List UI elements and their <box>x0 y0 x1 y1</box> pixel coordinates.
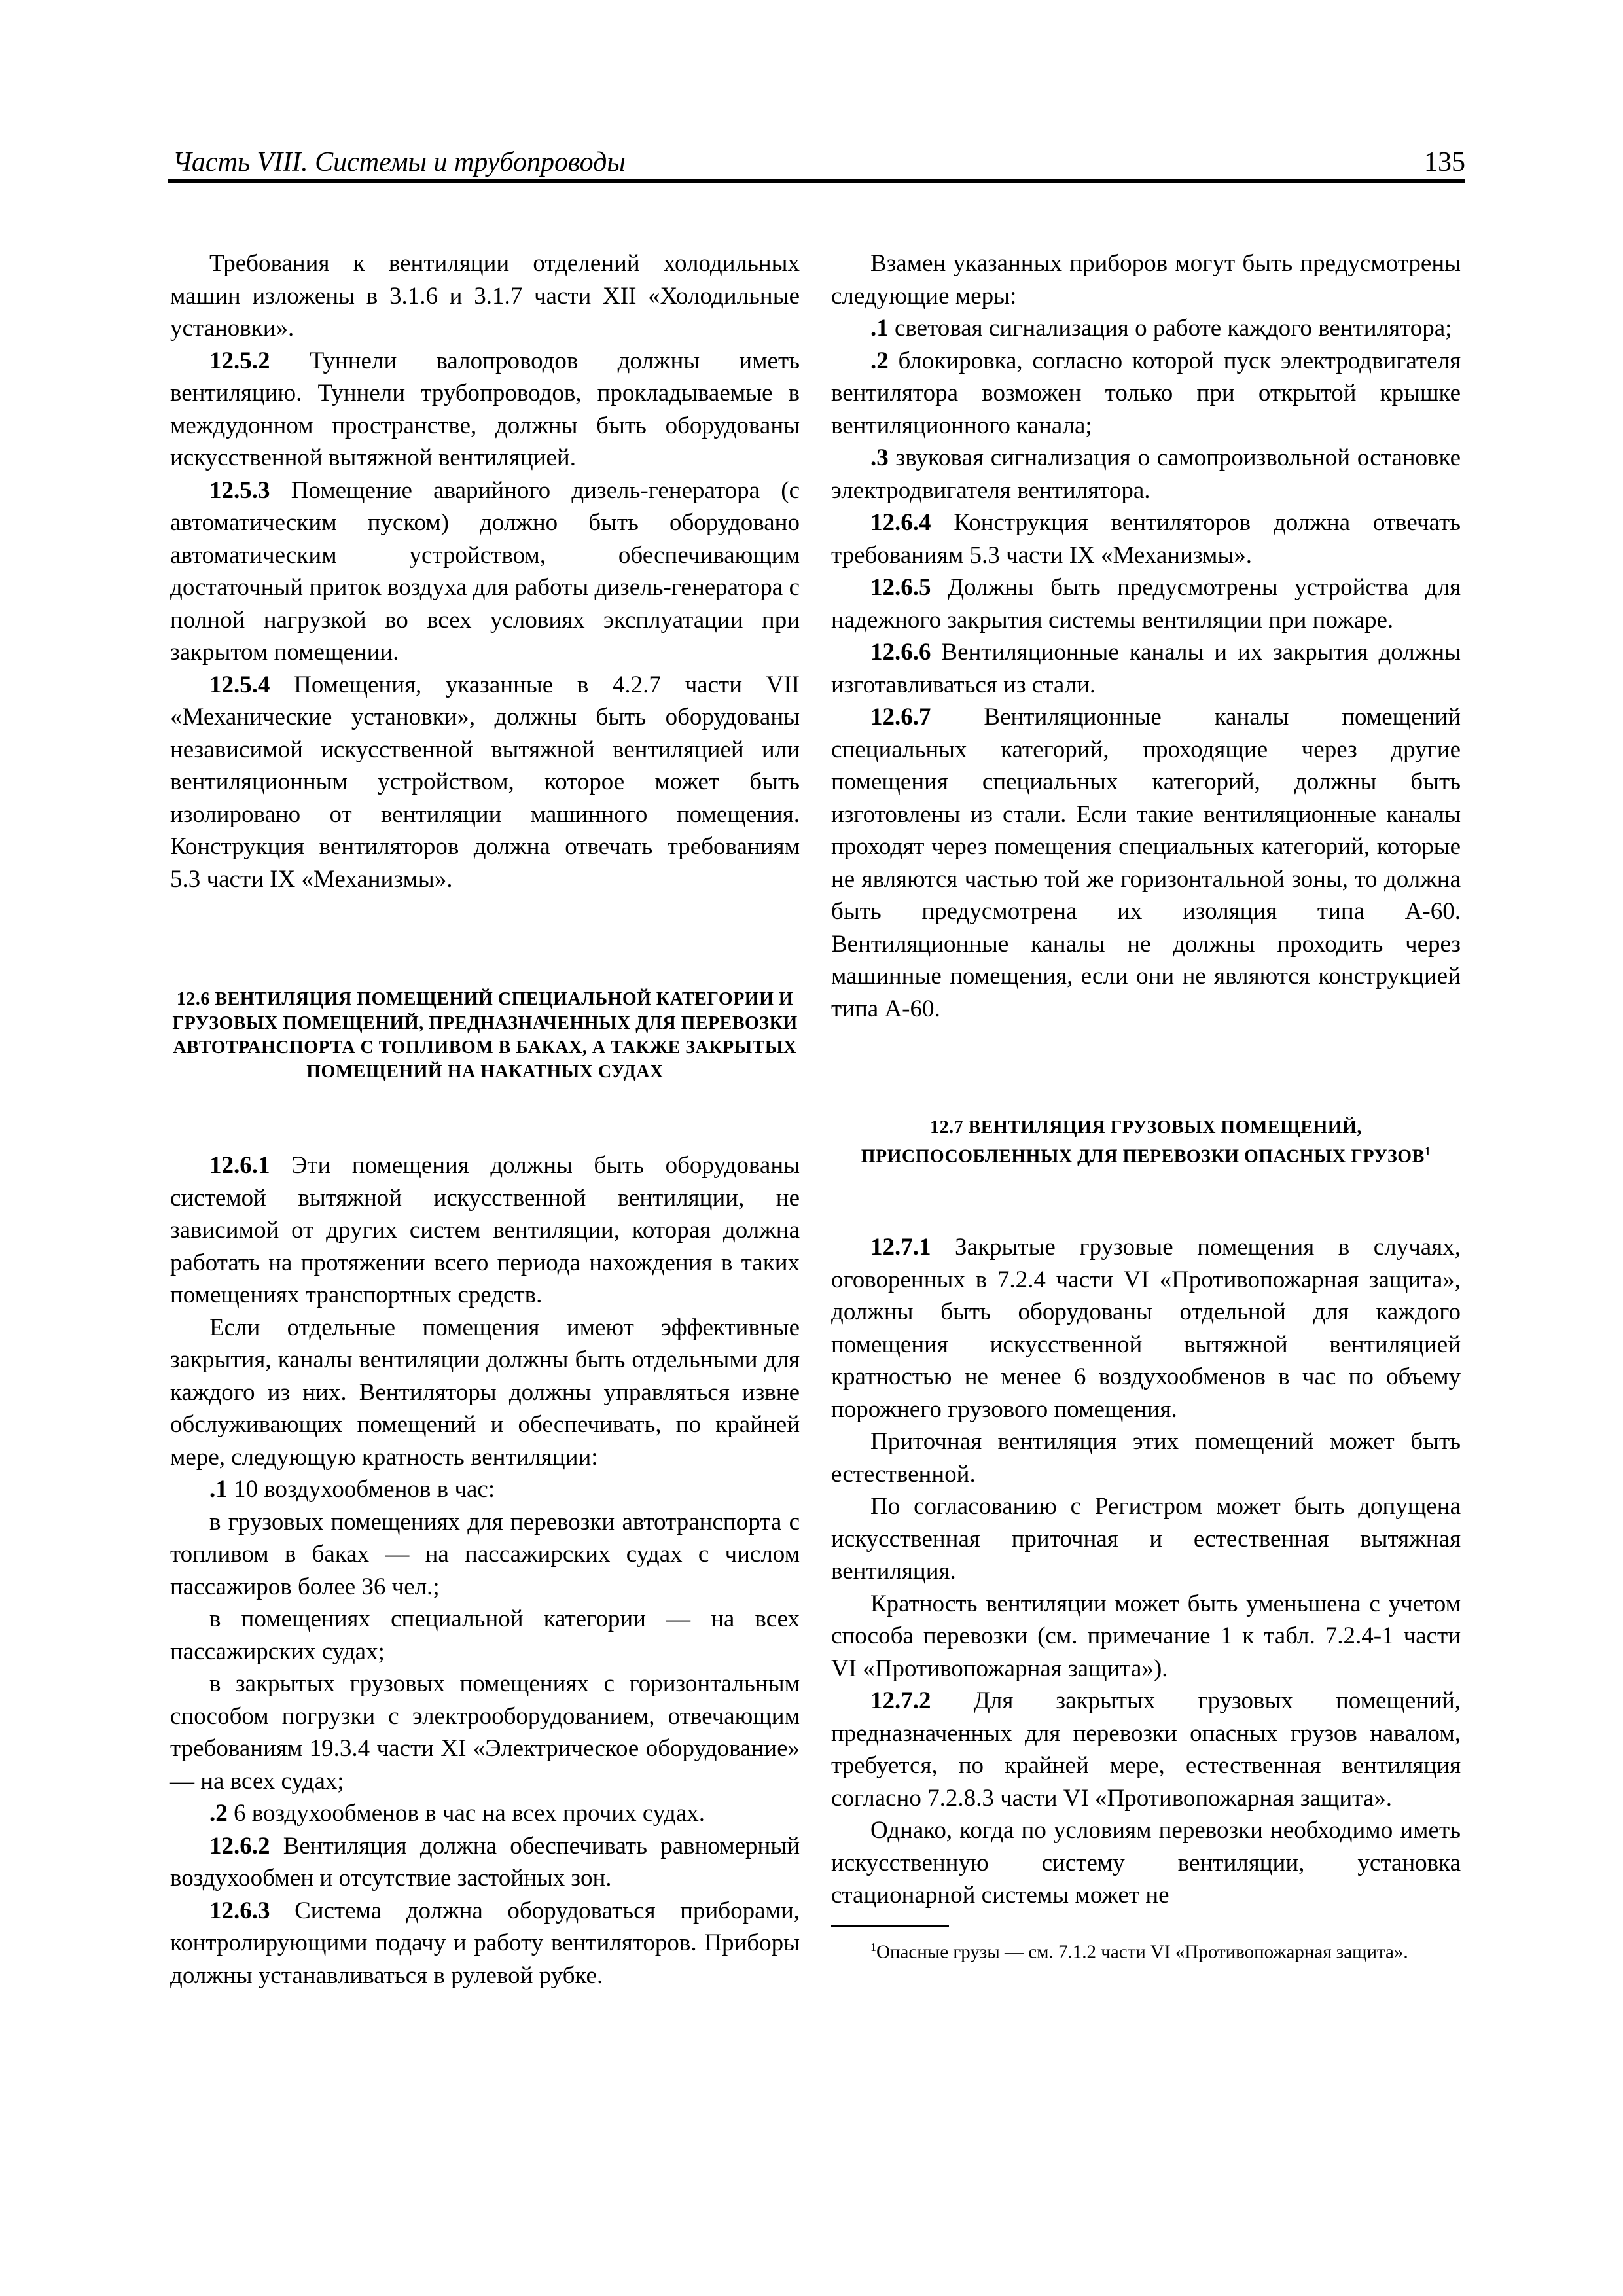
clause-number: 12.6.5 <box>870 574 931 601</box>
paragraph <box>831 507 1461 571</box>
paragraph <box>170 1895 800 1992</box>
part-title: Часть VIII. Системы и трубопроводы <box>173 147 626 177</box>
clause-number: 12.5.4 <box>209 671 270 698</box>
paragraph <box>831 1231 1461 1426</box>
paragraph: По согласованию с Регистром может быть допущена искусственная приточная и естественная вытяжная вентиляция. <box>831 1493 1461 1585</box>
paragraph: Однако, когда по условиям перевозки необходимо иметь искусственную систему вентиляции, установка стационарной системы может не <box>831 1817 1461 1909</box>
paragraph <box>170 345 800 475</box>
item-number: .1 <box>209 1476 228 1503</box>
paragraph: Взамен указанных приборов могут быть предусмотрены следующие меры: <box>831 250 1461 310</box>
paragraph-text: Конструкция вентиляторов должна отвечать требованиям 5.3 части IX «Механизмы». <box>831 509 1461 569</box>
paragraph <box>170 475 800 669</box>
paragraph-text: Эти помещения должны быть оборудованы системой вытяжной искусственной вентиляции, не зависимой от других систем вентиляции, которая должна работать на протяжении всего периода нахождения в таких помещениях транспортных средств. <box>170 1152 800 1308</box>
paragraph-text: Для закрытых грузовых помещений, предназначенных для перевозки опасных грузов навалом, требуется, по крайней мере, естественная вентиляция согласно 7.2.8.3 части VI «Противопожарная защита». <box>831 1687 1461 1812</box>
section-heading-12-7 <box>831 1115 1461 1168</box>
list-item <box>831 345 1461 442</box>
clause-number: 12.7.2 <box>870 1687 931 1715</box>
paragraph-text: световая сигнализация о работе каждого вентилятора; <box>888 315 1452 342</box>
list-item <box>831 312 1461 345</box>
paragraph-text: Закрытые грузовые помещения в случаях, оговоренных в 7.2.4 части VI «Противопожарная защита», должны быть оборудованы отдельной для каждого помещения искусственной вытяжной вентиляцией кратностью не менее 6 воздухообменов в час по объему порожнего грузового помещения. <box>831 1234 1461 1423</box>
paragraph <box>170 1149 800 1312</box>
paragraph: в помещениях специальной категории — на всех пассажирских судах; <box>170 1605 800 1665</box>
paragraph-text: Туннели валопроводов должны иметь вентиляцию. Туннели трубопроводов, прокладываемые в междудонном пространстве, должны быть оборудованы искусственной вытяжной вентиляцией. <box>170 347 800 471</box>
footnote-reference: 1 <box>1424 1145 1431 1158</box>
clause-number: 12.5.3 <box>209 476 270 504</box>
paragraph-text: Вентиляционные каналы помещений специальных категорий, проходящие через другие помещения специальных категорий, должны быть изготовлены из стали. Если такие вентиляционные каналы проходят через помещения специальных категорий, которые не являются частью той же горизонтальной зоны, то должна быть предусмотрена их изоляция типа A-60. Вентиляционные каналы не должны проходить через машинные помещения, если они не являются конструкцией типа A-60. <box>831 704 1461 1022</box>
paragraph: Кратность вентиляции может быть уменьшена с учетом способа перевозки (см. примечание 1 к табл. 7.2.4-1 части VI «Противопожарная защита»). <box>831 1590 1461 1682</box>
list-item <box>170 1473 800 1506</box>
clause-number: 12.7.1 <box>870 1234 931 1261</box>
paragraph-text: 10 воздухообменов в час: <box>227 1476 495 1503</box>
left-column <box>170 247 800 1992</box>
paragraph: в закрытых грузовых помещениях с горизонтальным способом погрузки с электрооборудованием, отвечающим требованиям 19.3.4 части XI «Электрическое оборудование» — на всех судах; <box>170 1670 800 1795</box>
clause-number: 12.6.7 <box>870 704 931 730</box>
paragraph-text: звуковая сигнализация о самопроизвольной остановке электродвигателя вентилятора. <box>831 444 1461 504</box>
clause-number: 12.6.4 <box>870 509 931 536</box>
paragraph <box>170 669 800 896</box>
paragraph <box>831 1685 1461 1814</box>
list-item <box>170 1797 800 1830</box>
item-number: .3 <box>870 444 889 471</box>
section-heading-12-6: 12.6 ВЕНТИЛЯЦИЯ ПОМЕЩЕНИЙ СПЕЦИАЛЬНОЙ КАТЕГОРИИ И ГРУЗОВЫХ ПОМЕЩЕНИЙ, ПРЕДНАЗНАЧЕННЫХ ДЛЯ ПЕРЕВОЗКИ АВТОТРАНСПОРТА С ТОПЛИВОМ В БАКАХ, А ТАКЖЕ ЗАКРЫТЫХ ПОМЕЩЕНИЙ НА НАКАТНЫХ СУДАХ <box>172 989 798 1082</box>
running-header <box>168 136 1465 183</box>
paragraph <box>831 636 1461 701</box>
paragraph: Требования к вентиляции отделений холодильных машин изложены в 3.1.6 и 3.1.7 части XII «Холодильные установки». <box>170 250 800 342</box>
list-item <box>831 442 1461 507</box>
footnote-text: Опасные грузы — см. 7.1.2 части VI «Противопожарная защита». <box>876 1941 1408 1963</box>
heading-text: 12.7 ВЕНТИЛЯЦИЯ ГРУЗОВЫХ ПОМЕЩЕНИЙ, ПРИСПОСОБЛЕННЫХ ДЛЯ ПЕРЕВОЗКИ ОПАСНЫХ ГРУЗОВ <box>861 1117 1425 1167</box>
paragraph: Если отдельные помещения имеют эффективные закрытия, каналы вентиляции должны быть отдельными для каждого из них. Вентиляторы должны управляться извне обслуживающих помещений и обеспечивать, по крайней мере, следующую кратность вентиляции: <box>170 1314 800 1471</box>
paragraph: Приточная вентиляция этих помещений может быть естественной. <box>831 1428 1461 1488</box>
clause-number: 12.6.2 <box>209 1832 270 1859</box>
paragraph-text: 6 воздухообменов в час на всех прочих судах. <box>227 1800 705 1827</box>
paragraph-text: Помещения, указанные в 4.2.7 части VII «Механические установки», должны быть оборудованы независимой искусственной вытяжной вентиляцией или вентиляционным устройством, которое может быть изолировано от вентиляции машинного помещения. Конструкция вентиляторов должна отвечать требованиям 5.3 части IX «Механизмы». <box>170 671 800 893</box>
clause-number: 12.5.2 <box>209 347 270 374</box>
paragraph <box>831 571 1461 636</box>
footnote <box>831 1935 1461 1965</box>
footnote-mark: 1 <box>870 1940 876 1954</box>
item-number: .2 <box>870 347 889 374</box>
clause-number: 12.6.6 <box>870 639 931 666</box>
footnote-divider <box>831 1925 949 1927</box>
paragraph: в грузовых помещениях для перевозки автотранспорта с топливом в баках — на пассажирских судах с числом пассажиров более 36 чел.; <box>170 1508 800 1600</box>
paragraph-text: Помещение аварийного дизель-генератора (с автоматическим пуском) должно быть оборудовано автоматическим устройством, обеспечивающим достаточный приток воздуха для работы дизель-генератора с полной нагрузкой во всех условиях эксплуатации при закрытом помещении. <box>170 476 800 666</box>
clause-number: 12.6.1 <box>209 1152 270 1179</box>
item-number: .2 <box>209 1800 228 1827</box>
paragraph-text: блокировка, согласно которой пуск электродвигателя вентилятора возможен только при открытой крышке вентиляционного канала; <box>831 347 1461 439</box>
paragraph-text: Вентиляция должна обеспечивать равномерный воздухообмен и отсутствие застойных зон. <box>170 1832 800 1892</box>
paragraph-text: Вентиляционные каналы и их закрытия должны изготавливаться из стали. <box>831 639 1461 698</box>
item-number: .1 <box>870 315 889 342</box>
paragraph <box>831 701 1461 1025</box>
paragraph-text: Должны быть предусмотрены устройства для надежного закрытия системы вентиляции при пожаре. <box>831 574 1461 634</box>
right-column <box>831 247 1461 1964</box>
paragraph-text: Система должна оборудоваться приборами, контролирующими подачу и работу вентиляторов. Приборы должны устанавливаться в рулевой рубке. <box>170 1897 800 1989</box>
page-number: 135 <box>1424 147 1465 177</box>
paragraph <box>170 1830 800 1895</box>
clause-number: 12.6.3 <box>209 1897 270 1924</box>
